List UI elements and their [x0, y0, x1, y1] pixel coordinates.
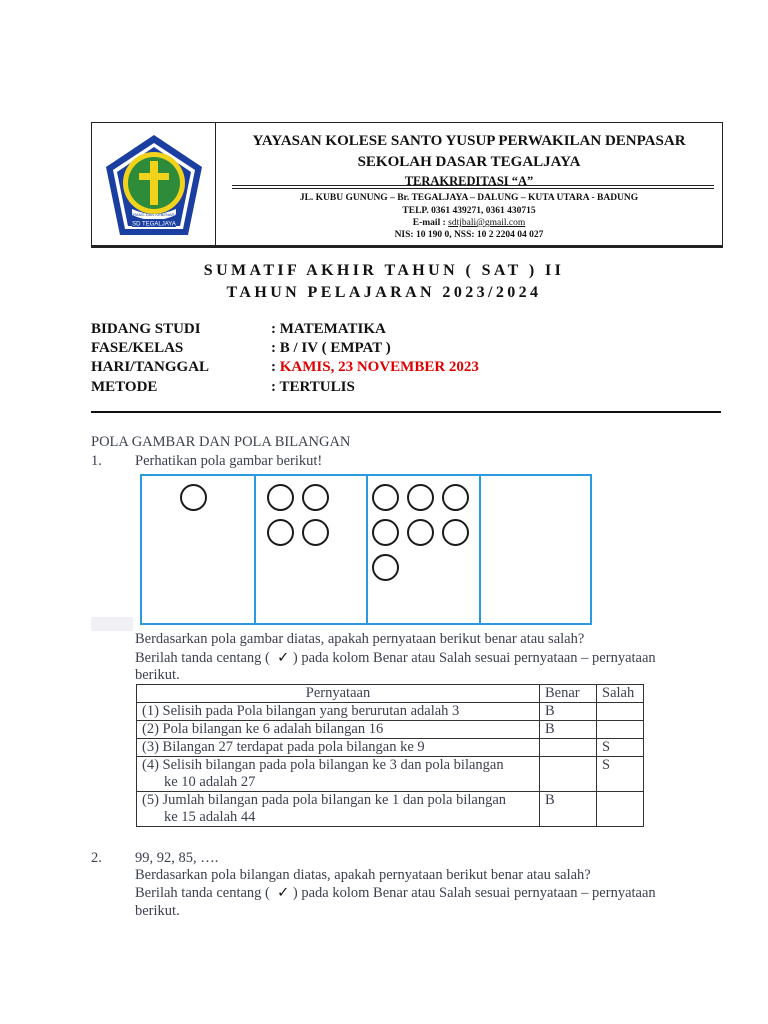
pattern-circle — [267, 484, 294, 511]
identity-divider — [91, 411, 721, 413]
nis-nss: NIS: 10 190 0, NSS: 10 2 2204 04 027 — [394, 230, 544, 240]
logo-motto: TERANG DAN KEBENARAN — [127, 212, 181, 217]
q2-instruction-1: Berdasarkan pola bilangan diatas, apakah pernyataan berikut benar atau salah? — [135, 867, 591, 883]
statement-text: (4) Selisih bilangan pada pola bilangan ke 3 dan pola bilangan — [142, 757, 504, 773]
pattern-circle — [180, 484, 207, 511]
statement-cell — [137, 721, 540, 739]
letterhead-rule-1 — [232, 185, 714, 186]
identity-value-wrap — [271, 340, 391, 357]
checkmark-icon: ✓ — [277, 650, 290, 666]
letterhead-text — [216, 123, 722, 247]
pattern-circle — [267, 519, 294, 546]
statement-text-cont: ke 15 adalah 44 — [164, 809, 256, 825]
pattern-circle — [372, 519, 399, 546]
pattern-circle — [442, 484, 469, 511]
instruction-text: ) pada kolom Benar atau Salah sesuai pernyataan – pernyataan — [292, 885, 656, 901]
benar-cell[interactable] — [540, 757, 597, 792]
q1-number: 1. — [91, 453, 102, 469]
salah-cell[interactable]: S — [597, 757, 644, 792]
header-benar: Benar — [540, 685, 597, 703]
address: JL. KUBU GUNUNG – Br. TEGALJAYA – DALUNG – KUTA UTARA - BADUNG — [299, 193, 639, 203]
statement-text: (2) Pola bilangan ke 6 adalah bilangan 16 — [142, 721, 384, 737]
pattern-circle — [302, 519, 329, 546]
instruction-text: ) pada kolom Benar atau Salah sesuai pernyataan – pernyataan — [292, 650, 656, 666]
identity-colon: : — [271, 340, 280, 356]
email-link[interactable]: sdtjbali@gmail.com — [448, 218, 526, 228]
statement-cell — [137, 792, 540, 827]
salah-cell[interactable] — [597, 721, 644, 739]
identity-value: MATEMATIKA — [279, 321, 386, 337]
statement-text: (1) Selisih pada Pola bilangan yang berurutan adalah 3 — [142, 703, 460, 719]
q2-sequence: 99, 92, 85, …. — [135, 850, 219, 866]
identity-label: BIDANG STUDI — [91, 321, 201, 337]
q2-number: 2. — [91, 850, 102, 866]
identity-value-wrap — [271, 379, 355, 396]
letterhead — [91, 122, 723, 246]
identity-colon: : — [271, 359, 280, 375]
exam-title: SUMATIF AKHIR TAHUN ( SAT ) II — [203, 262, 565, 279]
instruction-text: Berilah tanda centang ( — [135, 885, 270, 901]
statement-text-cont: ke 10 adalah 27 — [164, 774, 256, 790]
pattern-cell-4 — [481, 476, 590, 623]
pattern-circle — [372, 554, 399, 581]
pattern-cell-1 — [142, 476, 256, 623]
statement-cell — [137, 703, 540, 721]
identity-label: HARI/TANGGAL — [91, 359, 210, 375]
pattern-circle — [407, 484, 434, 511]
section-title: POLA GAMBAR DAN POLA BILANGAN — [91, 434, 351, 450]
table-row — [137, 721, 644, 739]
foundation-name: YAYASAN KOLESE SANTO YUSUP PERWAKILAN DENPASAR — [252, 133, 686, 149]
pattern-circle — [372, 484, 399, 511]
identity-label: METODE — [91, 379, 158, 395]
pattern-figure — [140, 474, 592, 625]
email-label: E-mail : — [412, 218, 449, 228]
logo-text: SD TEGALJAYA — [132, 221, 176, 228]
salah-cell[interactable] — [597, 792, 644, 827]
highlight-mark — [91, 617, 133, 631]
table-row — [137, 792, 644, 827]
q2-instruction-2 — [135, 885, 656, 902]
benar-cell[interactable]: B — [540, 792, 597, 827]
identity-value: TERTULIS — [279, 379, 355, 395]
identity-value-wrap — [271, 321, 386, 338]
table-row — [137, 703, 644, 721]
school-name: SEKOLAH DASAR TEGALJAYA — [357, 154, 581, 170]
pattern-circle — [442, 519, 469, 546]
phone: TELP. 0361 439271, 0361 430715 — [402, 206, 536, 216]
salah-cell[interactable] — [597, 703, 644, 721]
identity-colon: : — [271, 379, 280, 395]
statement-table — [136, 684, 644, 827]
q1-prompt: Perhatikan pola gambar berikut! — [135, 453, 323, 469]
identity-value-wrap — [271, 359, 479, 376]
checkmark-icon: ✓ — [277, 885, 290, 901]
q1-instruction-3: berikut. — [135, 667, 180, 683]
salah-cell[interactable]: S — [597, 739, 644, 757]
pattern-cell-2 — [256, 476, 368, 623]
q2-instruction-3: berikut. — [135, 903, 180, 919]
benar-cell[interactable]: B — [540, 703, 597, 721]
statement-text: (5) Jumlah bilangan pada pola bilangan ke 1 dan pola bilangan — [142, 792, 507, 808]
instruction-text: Berilah tanda centang ( — [135, 650, 270, 666]
school-logo — [92, 123, 216, 247]
logo-cell — [92, 123, 216, 247]
statement-cell — [137, 739, 540, 757]
identity-value: B / IV ( EMPAT ) — [279, 340, 391, 356]
email-line — [216, 217, 722, 229]
statement-text: (3) Bilangan 27 terdapat pada pola bilangan ke 9 — [142, 739, 425, 755]
q1-instruction-1: Berdasarkan pola gambar diatas, apakah pernyataan berikut benar atau salah? — [135, 631, 585, 647]
pattern-cell-3 — [368, 476, 481, 623]
statement-cell — [137, 757, 540, 792]
pattern-circle — [302, 484, 329, 511]
table-header-row — [137, 685, 644, 703]
benar-cell[interactable]: B — [540, 721, 597, 739]
identity-label: FASE/KELAS — [91, 340, 184, 356]
identity-colon: : — [271, 321, 280, 337]
school-year: TAHUN PELAJARAN 2023/2024 — [226, 284, 542, 301]
identity-value-date: KAMIS, 23 NOVEMBER 2023 — [279, 359, 479, 375]
q1-instruction-2 — [135, 650, 656, 667]
pattern-circle — [407, 519, 434, 546]
table-row — [137, 739, 644, 757]
accreditation: TERAKREDITASI “A” — [404, 174, 534, 188]
letterhead-rule-2 — [232, 188, 714, 189]
table-row — [137, 757, 644, 792]
letterhead-bottom-rule — [91, 246, 723, 248]
header-statement: Pernyataan — [137, 685, 540, 703]
benar-cell[interactable] — [540, 739, 597, 757]
header-salah: Salah — [597, 685, 644, 703]
